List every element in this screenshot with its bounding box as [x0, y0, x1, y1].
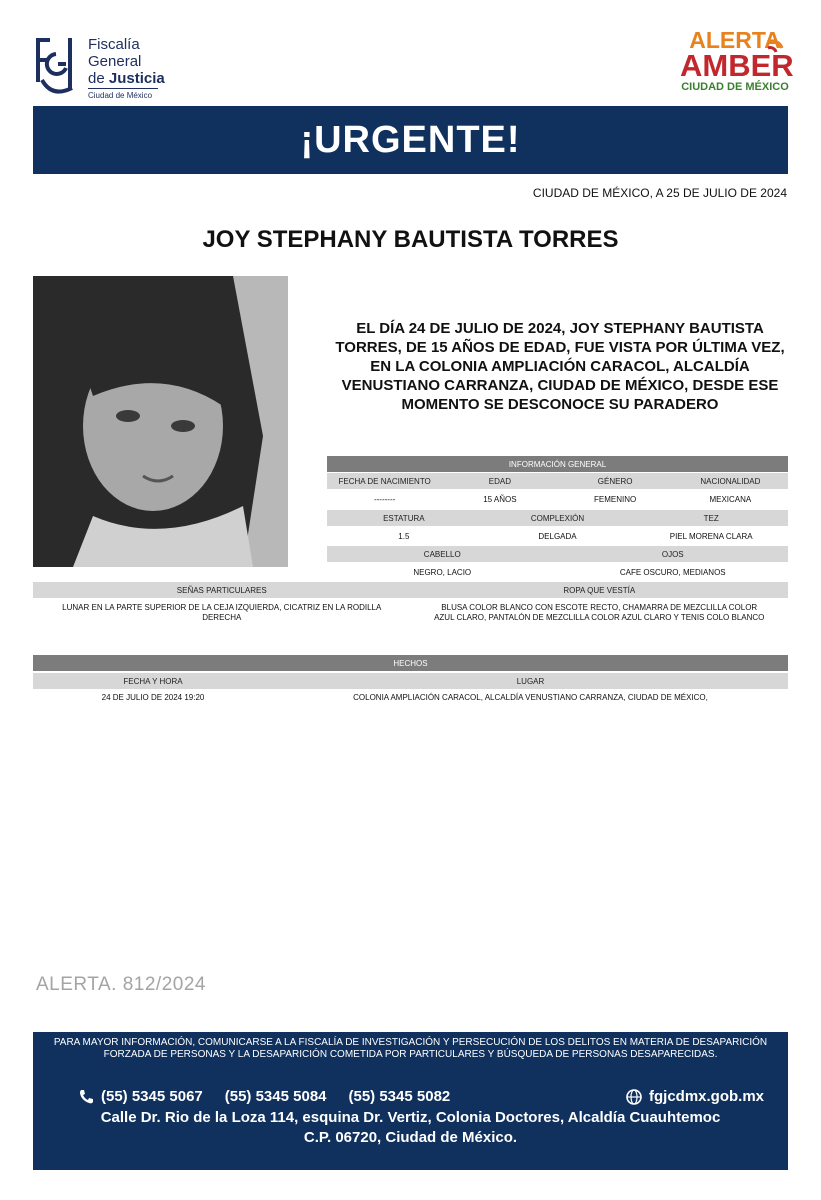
urgent-banner: ¡URGENTE!	[33, 106, 788, 174]
phone-list	[77, 1088, 472, 1106]
info-values-row-2	[327, 528, 788, 544]
info-labels-row-3	[327, 546, 788, 562]
value-birthdate: --------	[373, 494, 396, 504]
info-values-row-4	[33, 600, 788, 626]
address	[33, 1108, 788, 1148]
globe-icon	[625, 1088, 643, 1106]
person-name: JOY STEPHANY BAUTISTA TORRES	[202, 226, 619, 253]
label-skin: TEZ	[703, 513, 719, 523]
alert-logo-line1: ALERTA	[689, 27, 781, 53]
label-place: LUGAR	[516, 676, 545, 686]
website	[625, 1088, 764, 1106]
issue-date: CIUDAD DE MÉXICO, A 25 DE JULIO DE 2024	[532, 186, 787, 200]
label-marks: SEÑAS PARTICULARES	[176, 585, 267, 595]
value-gender: FEMENINO	[594, 494, 637, 504]
hechos-labels-row	[33, 673, 788, 689]
website-link[interactable]: fgjcdmx.gob.mx	[649, 1088, 765, 1105]
label-age: EDAD	[488, 476, 511, 486]
agency-line-3-pre: de	[88, 70, 105, 87]
label-build: COMPLEXIÓN	[530, 513, 585, 523]
label-gender: GÉNERO	[597, 476, 633, 486]
label-hair: CABELLO	[423, 549, 461, 559]
phone-3[interactable]: (55) 5345 5082	[348, 1088, 451, 1105]
value-skin: PIEL MORENA CLARA	[669, 531, 753, 541]
portrait-image	[33, 276, 288, 567]
value-build: DELGADA	[538, 531, 577, 541]
phone-1[interactable]: (55) 5345 5067	[101, 1088, 203, 1105]
value-age: 15 AÑOS	[483, 494, 517, 504]
label-datetime: FECHA Y HORA	[123, 676, 183, 686]
hechos-title-row	[33, 655, 788, 671]
value-marks: LUNAR EN LA PARTE SUPERIOR DE LA CEJA IZQUIERDA, CICATRIZ EN LA RODILLA DERECHA	[62, 603, 382, 622]
value-clothing: BLUSA COLOR BLANCO CON ESCOTE RECTO, CHAMARRA DE MEZCLILLA COLOR AZUL CLARO, PANTALÓN DE MEZCLILLA COLOR AZUL CLARO Y TENIS COLO BLANCO	[434, 603, 765, 622]
footer-info: PARA MAYOR INFORMACIÓN, COMUNICARSE A LA FISCALÍA DE INVESTIGACIÓN Y PERSECUCIÓN DE LOS DELITOS EN MATERIA DE DESAPARICIÓN FORZADA DE PERSONAS Y LA DESAPARICIÓN COMETIDA POR PARTICULARES Y BÚSQUEDA DE PERSONAS DESAPARECIDAS.	[53, 1037, 768, 1060]
value-nationality: MEXICANA	[709, 494, 752, 504]
info-values-row-1	[327, 491, 788, 507]
alert-number: ALERTA. 812/2024	[36, 974, 206, 995]
info-title: INFORMACIÓN GENERAL	[508, 459, 607, 469]
fgj-emblem-icon	[34, 36, 84, 100]
label-nationality: NACIONALIDAD	[700, 476, 761, 486]
person-photo	[33, 276, 288, 567]
agency-line-2: General	[88, 53, 142, 70]
agency-line-3-strong: Justicia	[108, 70, 165, 87]
value-place: COLONIA AMPLIACIÓN CARACOL, ALCALDÍA VENUSTIANO CARRANZA, CIUDAD DE MÉXICO,	[353, 692, 708, 702]
info-labels-row-2	[327, 510, 788, 526]
alerta-amber-logo	[680, 27, 794, 100]
info-values-row-3	[327, 564, 788, 580]
value-hair: NEGRO, LACIO	[413, 567, 472, 577]
address-line-1: Calle Dr. Rio de la Loza 114, esquina Dr. Vertiz, Colonia Doctores, Alcaldía Cuauhtemoc	[100, 1109, 721, 1126]
agency-name	[88, 36, 165, 87]
info-labels-row-1	[327, 473, 788, 489]
agency-line-1: Fiscalía	[88, 36, 140, 53]
value-height: 1.5	[398, 531, 410, 541]
signal-icon	[764, 34, 790, 60]
label-eyes: OJOS	[661, 549, 684, 559]
label-height: ESTATURA	[383, 513, 425, 523]
agency-line-3	[88, 70, 165, 87]
contact-footer	[33, 1032, 788, 1170]
case-description: EL DÍA 24 DE JULIO DE 2024, JOY STEPHANY BAUTISTA TORRES, DE 15 AÑOS DE EDAD, FUE VISTA POR ÚLTIMA VEZ, EN LA COLONIA AMPLIACIÓN CARACOL, ALCALDÍA VENUSTIANO CARRANZA, CIUDAD DE MÉXICO, DESDE ESE MOMENTO SE DESCONOCE SU PARADERO	[335, 320, 785, 413]
hechos-values-row	[33, 690, 788, 704]
info-labels-row-4	[33, 582, 788, 598]
hechos-title: HECHOS	[393, 658, 428, 668]
phone-icon	[77, 1088, 95, 1106]
agency-subtitle: Ciudad de México	[88, 88, 158, 100]
info-title-row	[327, 456, 788, 472]
label-clothing: ROPA QUE VESTÍA	[563, 585, 636, 595]
value-eyes: CAFE OSCURO, MEDIANOS	[619, 567, 726, 577]
value-datetime: 24 DE JULIO DE 2024 19:20	[101, 692, 205, 702]
alert-logo-line2: AMBER	[680, 48, 794, 83]
address-line-2: C.P. 06720, Ciudad de México.	[303, 1129, 518, 1146]
phone-2[interactable]: (55) 5345 5084	[224, 1088, 327, 1105]
alert-logo-line3: CIUDAD DE MÉXICO	[681, 81, 789, 93]
label-birthdate: FECHA DE NACIMIENTO	[338, 476, 431, 486]
